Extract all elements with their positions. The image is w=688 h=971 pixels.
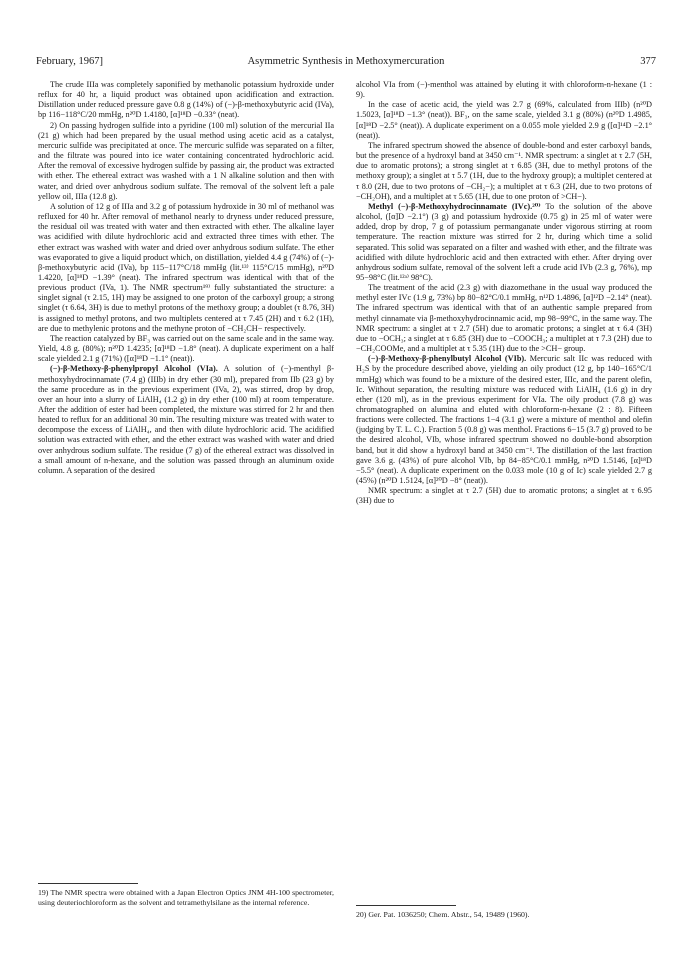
section-heading: (−)-β-Methoxy-β-phenylpropyl Alcohol (VIa). xyxy=(50,364,218,374)
section-heading: (−)-β-Methoxy-β-phenylbutyl Alcohol (VIb). xyxy=(368,354,527,364)
paragraph xyxy=(38,364,334,476)
header-title: Asymmetric Synthesis in Methoxymercuration xyxy=(247,56,445,67)
header-date: February, 1967] xyxy=(36,56,103,67)
running-header xyxy=(36,56,656,70)
paragraph-text: A solution of (−)-menthyl β-methoxyhydrocinnamate (7.4 g) (IIIb) in dry ether (30 ml), prepared from IIb (23 g) by the same procedure as in the previous experiment (IVa, 2), was stirred, drop by drop, over an hour into a slurry of LiAlH₄ (1.2 g) in dry ether (100 ml) at room temperature. After the addition of ester had been completed, the mixture was stirred for 2 hr and then heated to reflux for an additional 30 min. The resulting mixture was treated with water to decompose the excess of LiAlH₄, and then with dilute hydrochloric acid. The acidified solution was extracted with ether, and the ether extract was washed with water and dried over anhydrous sodium sulfate. The residue (7 g) of the ethereal extract was dissolved in a small amount of n-hexane, and the solution was passed through an aluminum oxide column. A separation of the desired xyxy=(38,364,334,475)
paragraph: 2) On passing hydrogen sulfide into a pyridine (100 ml) solution of the mercurial IIa (21 g) which had been prepared by the usual method using acetic acid as a catalyst, mercuric sulfide was precipitated at once. The mercuric sulfide was separated on a filter, and the filtrate was poured into ice water containing concentrated hydrochloric acid. After the removal of excessive hydrogen sulfide by passing air, the product was extracted with ether. The ethereal extract was washed with a 1 N alkaline solution and then with water, and dried over anhydrous sodium sulfate. The removal of the solvent left a pale yellow oil, IIIa (12.8 g). xyxy=(38,120,334,201)
paragraph: In the case of acetic acid, the yield was 2.7 g (69%, calculated from IIIb) (n²⁰D 1.5023, [α]¹⁸D −1.3° (neat)). BF₃, on the same scale, yielded 3.1 g (80%) (n²⁰D 1.4985, [α]¹⁸D −2.5° (neat)). A duplicate experiment on a 0.055 mole yielded 2.9 g ([α]¹⁴D −2.1° (neat)). xyxy=(356,100,652,140)
paragraph: alcohol VIa from (−)-menthol was attained by eluting it with chloroform-n-hexane (1 : 9). xyxy=(356,80,652,100)
paragraph: The treatment of the acid (2.3 g) with diazomethane in the usual way produced the methyl ester IVc (1.9 g, 73%) bp 80−82°C/0.1 mmHg, n¹²D 1.4896, [α]¹²D −2.14° (neat). The infrared spectrum was identical with that of an authentic sample prepared from methyl cinnamate via β-methoxyhydrocinnamic acid, mp 98−99°C, in the same way. The NMR spectrum: a singlet at τ 2.7 (5H) due to aromatic protons; a singlet at τ 6.4 (3H) due to −OCH₃; a singlet at τ 6.85 (3H) due to −COOCH₃; a multiplet at τ 7.3 (2H) due to −CH₂COOMe, and a multiplet at τ 5.35 (1H) due to the >CH− group. xyxy=(356,283,652,354)
section-heading: Methyl (−)-β-Methoxyhydrocinnamate (IVc).²⁰⁾ xyxy=(368,201,541,211)
footnote-right xyxy=(356,910,652,920)
paragraph xyxy=(356,354,652,486)
paragraph: The infrared spectrum showed the absence of double-bond and ester carboxyl bands, but the presence of a hydroxyl band at 3450 cm⁻¹. NMR spectrum: a singlet at τ 2.7 (5H, due to aromatic protons); a strong singlet at τ 6.85 (3H, due to methyl protons of the methoxy group); a singlet at τ 5.7 (1H, due to the hydroxy group); a multiplet centered at τ 8.0 (2H, due to two protons of −CH₂−); a multiplet at τ 6.3 (2H, due to two protons of −CH₂OH), and a multiplet at τ 5.65 (1H, due to one proton of >CH−). xyxy=(356,140,652,201)
right-column xyxy=(356,80,652,507)
page-number: 377 xyxy=(640,56,656,67)
footnote-19: 19) The NMR spectra were obtained with a Japan Electron Optics JNM 4H-100 spectrometer, using deuteriochloroform as the solvent and tetramethylsilane as the internal reference. xyxy=(38,888,334,907)
footnote-rule xyxy=(356,905,456,906)
paragraph-text: Mercuric salt IIc was reduced with H₂S by the procedure described above, yielding an oily product (12 g, bp 140−165°C/1 mmHg) which was found to be a mixture of the desired ester, IIIc, and the parent olefin, Ic. Without separation, the resulting mixture was reduced with LiAlH₄ (1.6 g) in dry ether (120 ml), as in the previous experiment for VIa. The oily product (7.8 g) was chromatographed on alumina and eluted with chloroform-n-hexane (2 : 8). Fifteen fractions were collected. The fractions 1−4 (3.1 g) were a mixture of menthol and olefin (judging by T. L. C.). Fraction 5 (0.8 g) was menthol. Fractions 6−15 (3.7 g) proved to be the desired alcohol, VIb, whose infrared spectrum showed no double-bond absorption band, but it did show a hydroxyl band at 3450 cm⁻¹. The distillation of the last fraction gave 3.6 g. (43%) of pure alcohol VIb, bp 84−85°C/0.1 mmHg, n²⁰D 1.5146, [α]¹⁸D −5.5° (neat). A duplicate experiment on the 0.033 mole (10 g of Ic) scale yielded 2.7 g (45%) (n²⁰D 1.5124, [α]²⁰D −8° (neat)). xyxy=(356,354,653,486)
paragraph: NMR spectrum: a singlet at τ 2.7 (5H) due to aromatic protons; a singlet at τ 6.95 (3H) due to xyxy=(356,486,652,506)
footnote-rule xyxy=(38,883,138,884)
footnote-20: 20) Ger. Pat. 1036250; Chem. Abstr., 54, 19489 (1960). xyxy=(356,910,530,919)
paragraph: The crude IIIa was completely saponified by methanolic potassium hydroxide under reflux for 40 hr, a liquid product was obtained upon acidification and extraction. Distillation under reduced pressure gave 0.8 g (14%) of (−)-β-methoxybutyric acid (IVa), bp 116−118°C/20 mmHg, n²⁰D 1.4180, [α]¹⁸D −0.33° (neat). xyxy=(38,80,334,120)
paragraph-text: To the solution of the above alcohol, ([α]D −2.1°) (3 g) and potassium hydroxide (0.75 g) in 25 ml of water were added, drop by drop, 7 g of potassium permanganate under vigorous stirring at room temperature. The reaction mixture was stirred for 2 hr, during which time a solid separated. This solid was separated on a filter and washed with ether, and the filtrate was acidified with dilute hydrochloric acid and then extracted with ether. After drying over anhydrous sodium sulfate, removal of the solvent left a crude acid IVb (2.3 g, 76%), mp 95−98°C (lit.¹²ᵃ⁾ 98°C). xyxy=(356,201,652,282)
paragraph xyxy=(356,202,652,283)
paragraph: The reaction catalyzed by BF₃ was carried out on the same scale and in the same way. Yield, 4.8 g. (80%); n²⁰D 1.4235; [α]¹⁸D −1.8° (neat). A duplicate experiment on a half scale yielded 2.1 g (71%) ([α]¹⁸D −1.1° (neat)). xyxy=(38,333,334,364)
left-column xyxy=(38,80,334,476)
footnote-left xyxy=(38,888,334,907)
paragraph: A solution of 12 g of IIIa and 3.2 g of potassium hydroxide in 30 ml of methanol was refluxed for 40 hr. After removal of methanol nearly to dryness under reduced pressure, the residual oil was treated with water and then extracted with ether. The alkaline layer was acidified with dilute hydrochloric acid and extracted three times with ether. The ether extract was washed with water and dried over anhydrous sodium sulfate. The ether was evaporated to give a liquid product which, on distillation, yielded 4.4 g (74%) of (−)-β-methoxybutyric acid (IVa), bp 115−117°C/18 mmHg (lit.¹³⁾ 115°C/15 mmHg), n²⁰D 1.4220, [α]¹⁸D −1.39° (neat). The infrared spectrum was identical with that of the previous product (IVa, 1). The NMR spectrum¹⁹⁾ fully substantiated the structure: a singlet signal (τ 2.15, 1H) may be assigned to one proton of the carboxyl group; a strong singlet (τ 6.64, 3H) is due to methyl protons of the methoxy group; a doublet (τ 8.76, 3H) is assigned to methyl protons, and two multiplets centered at τ 7.45 (2H) and τ 6.2 (1H), are due to methylenic protons and the methyne proton of −CH₂CH− respectively. xyxy=(38,201,334,333)
